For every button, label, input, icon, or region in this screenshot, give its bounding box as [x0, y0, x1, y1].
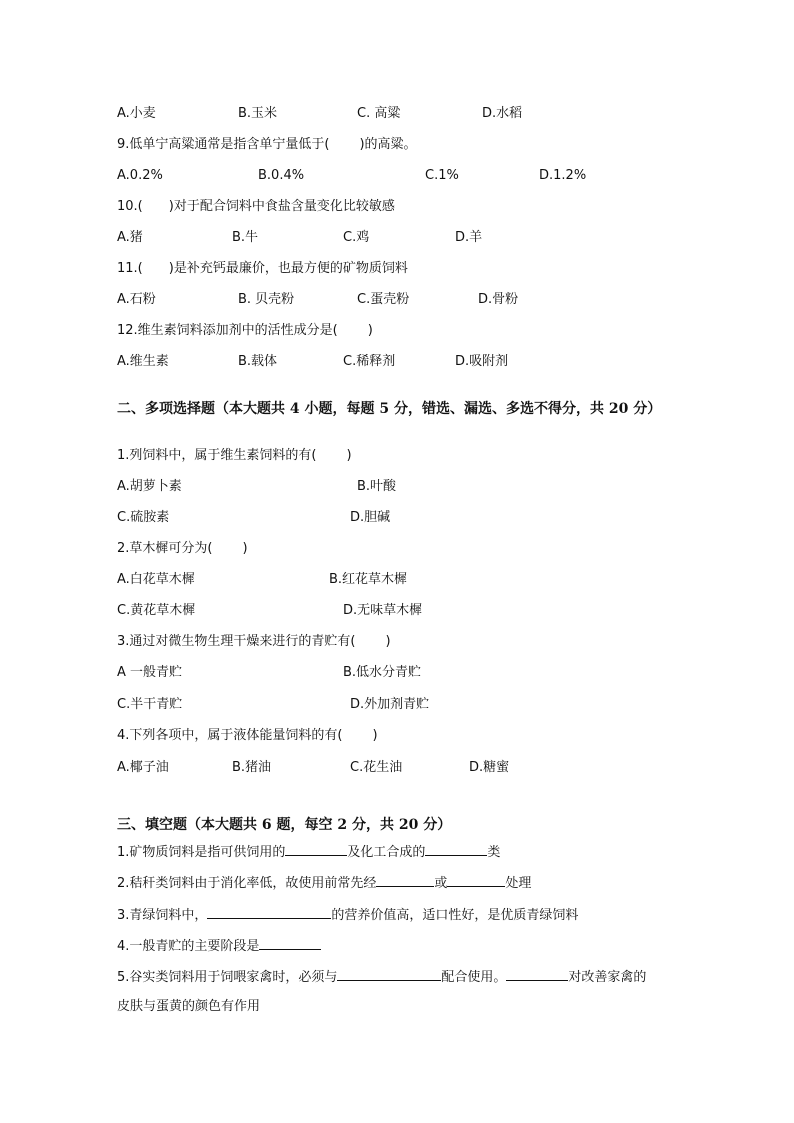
q12-option-d: D.吸附剂 [455, 354, 509, 369]
s3-q4-blank-1[interactable] [259, 937, 321, 950]
q12-text-after: ) [367, 323, 373, 338]
s2-q1-stem [117, 448, 352, 464]
s3-q1-text-c: 类 [487, 845, 501, 860]
s2-q3-stem [117, 634, 391, 650]
s2-q1-option-c: C.硫胺素 [117, 510, 170, 525]
q12-option-c: C.稀释剂 [343, 354, 396, 369]
s2-q1-text-before: 1.列饲料中，属于维生素饲料的有( [117, 448, 317, 463]
q12-stem [117, 323, 373, 339]
s2-q2-option-a: A.白花草木樨 [117, 572, 195, 587]
q11-option-c: C.蛋壳粉 [357, 292, 410, 307]
s3-q2-text-a: 2.秸秆类饲料由于消化率低，故使用前常先经 [117, 876, 377, 891]
s2-q3-text-after: ) [385, 634, 391, 649]
q10-option-b: B.牛 [232, 230, 259, 245]
s3-q3-blank-1[interactable] [207, 906, 331, 919]
q9-option-d: D.1.2% [539, 168, 587, 183]
s2-q4-text-before: 4.下列各项中，属于液体能量饲料的有( [117, 728, 343, 743]
q10-option-a: A.猪 [117, 230, 143, 245]
q10-stem [117, 199, 395, 215]
s3-q4 [117, 937, 321, 955]
s3-q5-text-b: 配合使用。 [441, 970, 507, 985]
s3-q3-text-b: 的营养价值高，适口性好，是优质青绿饲料 [331, 908, 579, 923]
q11-option-d: D.骨粉 [478, 292, 519, 307]
q9-option-c: C.1% [425, 168, 459, 183]
s2-q1-option-b: B.叶酸 [357, 479, 397, 494]
s3-q2-text-b: 或 [434, 876, 448, 891]
q10-option-c: C.鸡 [343, 230, 370, 245]
s3-q3-text-a: 3.青绿饲料中， [117, 908, 208, 923]
s3-q5-blank-2[interactable] [506, 968, 568, 981]
q11-option-b: B. 贝壳粉 [238, 292, 295, 307]
s2-q3-option-c: C.半干青贮 [117, 697, 183, 712]
q8-option-b: B.玉米 [238, 106, 278, 121]
s3-q1 [117, 843, 500, 861]
s3-q2-text-c: 处理 [505, 876, 532, 891]
q11-text-before: 11.( [117, 261, 143, 276]
section3-heading: 三、填空题（本大题共 6 题，每空 2 分，共 20 分） [117, 817, 452, 833]
s3-q2-blank-2[interactable] [447, 874, 505, 887]
s3-q5-text-c: 对改善家禽的 [568, 970, 647, 985]
s2-q4-option-d: D.糖蜜 [469, 760, 510, 775]
s3-q1-blank-1[interactable] [285, 843, 347, 856]
q9-option-b: B.0.4% [258, 168, 305, 183]
q10-text-before: 10.( [117, 199, 143, 214]
q12-option-b: B.载体 [238, 354, 278, 369]
s2-q3-text-before: 3.通过对微生物生理干燥来进行的青贮有( [117, 634, 356, 649]
q12-option-a: A.维生素 [117, 354, 169, 369]
s2-q4-stem [117, 728, 378, 744]
s3-q1-text-b: 及化工合成的 [347, 845, 426, 860]
s2-q1-text-after: ) [346, 448, 352, 463]
s2-q2-stem [117, 541, 248, 557]
q8-option-c: C. 高粱 [357, 106, 401, 121]
s2-q3-option-b: B.低水分青贮 [343, 665, 422, 680]
s2-q2-option-b: B.红花草木樨 [329, 572, 408, 587]
s3-q4-text-a: 4.一般青贮的主要阶段是 [117, 939, 260, 954]
q10-option-d: D.羊 [455, 230, 483, 245]
section2-heading: 二、多项选择题（本大题共 4 小题，每题 5 分，错选、漏选、多选不得分，共 20 分） [117, 401, 662, 417]
q11-text-after: )是补充钙最廉价，也最方便的矿物质饲料 [168, 261, 408, 276]
s2-q4-option-c: C.花生油 [350, 760, 403, 775]
q9-stem [117, 137, 417, 153]
s2-q4-text-after: ) [372, 728, 378, 743]
s3-q2 [117, 874, 531, 892]
s2-q1-option-d: D.胆碱 [350, 510, 391, 525]
q9-text-before: 9.低单宁高粱通常是指含单宁量低于( [117, 137, 330, 152]
s3-q3 [117, 906, 578, 924]
s2-q4-option-b: B.猪油 [232, 760, 272, 775]
s2-q2-text-after: ) [242, 541, 248, 556]
q8-option-d: D.水稻 [482, 106, 523, 121]
q8-option-a: A.小麦 [117, 106, 156, 121]
q9-text-after: )的高粱。 [359, 137, 417, 152]
s3-q5-continued: 皮肤与蛋黄的颜色有作用 [117, 999, 261, 1014]
s3-q5-text-a: 5.谷实类饲料用于饲喂家禽时，必须与 [117, 970, 338, 985]
s3-q1-blank-2[interactable] [425, 843, 487, 856]
s2-q1-option-a: A.胡萝卜素 [117, 479, 182, 494]
s2-q2-option-c: C.黄花草木樨 [117, 603, 196, 618]
q11-stem [117, 261, 408, 277]
s3-q5 [117, 968, 646, 986]
s3-q2-blank-1[interactable] [376, 874, 434, 887]
q11-option-a: A.石粉 [117, 292, 156, 307]
s3-q5-blank-1[interactable] [337, 968, 441, 981]
s2-q2-option-d: D.无味草木樨 [343, 603, 423, 618]
q9-option-a: A.0.2% [117, 168, 163, 183]
s2-q2-text-before: 2.草木樨可分为( [117, 541, 213, 556]
s3-q1-text-a: 1.矿物质饲料是指可供饲用的 [117, 845, 286, 860]
s2-q4-option-a: A.椰子油 [117, 760, 169, 775]
s2-q3-option-d: D.外加剂青贮 [350, 697, 430, 712]
q12-text-before: 12.维生素饲料添加剂中的活性成分是( [117, 323, 338, 338]
s2-q3-option-a: A 一般青贮 [117, 665, 183, 680]
q10-text-after: )对于配合饲料中食盐含量变化比较敏感 [168, 199, 395, 214]
